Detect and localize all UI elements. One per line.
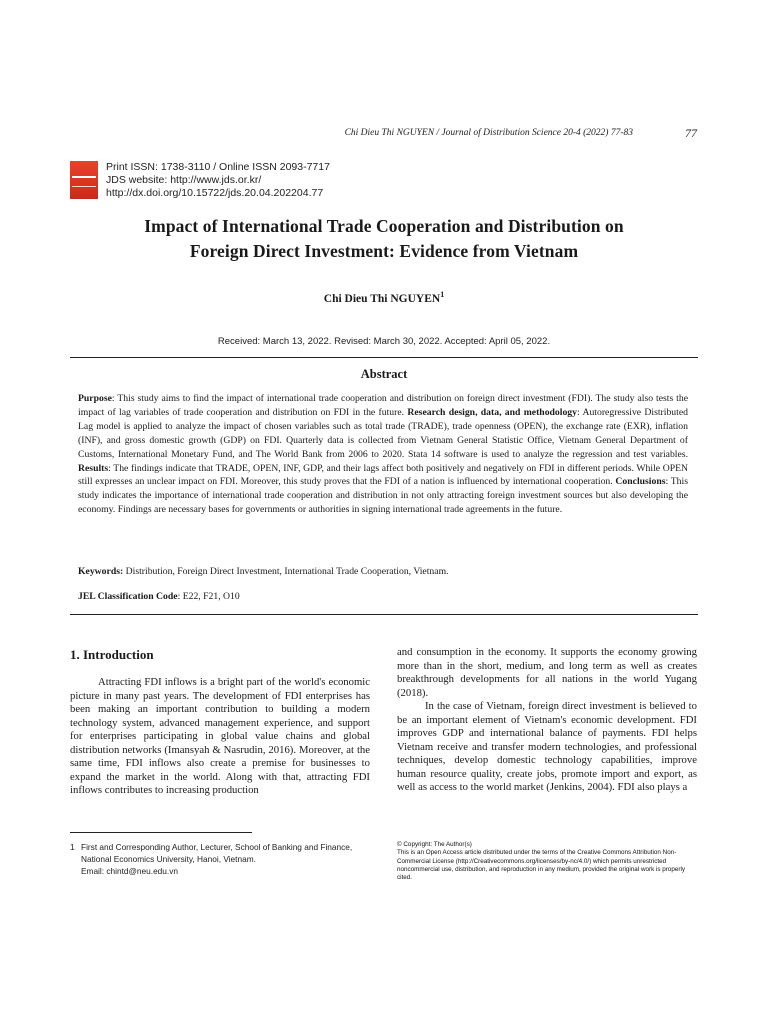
- body-column-left: [70, 676, 370, 798]
- body-column-right: [397, 646, 697, 795]
- website-line: [106, 174, 261, 186]
- issn-line: Print ISSN: 1738-3110 / Online ISSN 2093-7717: [106, 161, 330, 173]
- conclusions-label: Conclusions: [615, 476, 666, 488]
- footnote-affiliation: First and Corresponding Author, Lecturer, School of Banking and Finance, National Economics University, Hanoi, Vietnam.: [81, 842, 353, 864]
- title-line-1: Impact of International Trade Cooperation and Distribution on: [144, 216, 624, 236]
- author-name: [70, 290, 698, 305]
- author-name-text: Chi Dieu Thi NGUYEN: [323, 292, 441, 305]
- jel-classification: [78, 591, 688, 602]
- conclusions-text: : This study indicates the importance of international trade cooperation and distribution in not only attracting foreign investment sources but also developing the economy. Findings are necessary bases for governments or authorities in signing international trade agreements in the future.: [78, 476, 688, 516]
- title-line-2: Foreign Direct Investment: Evidence from Vietnam: [189, 241, 579, 261]
- running-head: Chi Dieu Thi NGUYEN / Journal of Distribution Science 20-4 (2022) 77-83: [344, 128, 633, 138]
- article-title: [70, 214, 698, 264]
- intro-paragraph-1: Attracting FDI inflows is a bright part of the world's economic picture in many past years. The development of FDI enterprises has been making an important contribution to building a modern technology system, advanced management experience, and support for enterprises participating in global value chains and global distribution networks (Imansyah & Nasrudin, 2016). Moreover, at the same time, FDI inflows also create a premise for businesses to expand the market in the world. Along with that, attracting FDI inflows contributes to increasing production: [70, 676, 370, 796]
- abstract-top-rule: [70, 357, 698, 358]
- abstract-body: [78, 392, 688, 517]
- copyright-license-text: This is an Open Access article distributed under the terms of the Creative Commons Attribution Non-Commercial License (http://Creativecommons.org/licenses/by-nc/4.0/) which permits unrestricted noncommercial use, distribution, and reproduction in any medium, provided the original work is properly cited.: [397, 849, 686, 882]
- jel-text: : E22, F21, O10: [177, 591, 240, 602]
- intro-paragraph-2: In the case of Vietnam, foreign direct investment is believed to be an important element of Vietnam's economic development. FDI improves GDP and international balance of payments. FDI helps Vietnam receive and transfer modern technologies, and professional techniques, develop domestic technology capabilities, improve human resource quality, create jobs, promote import and export, as well as access to the world market (Jenkins, 2004). FDI also plays a: [397, 700, 697, 793]
- author-footnote: [70, 841, 380, 877]
- article-dates: Received: March 13, 2022. Revised: March 30, 2022. Accepted: April 05, 2022.: [217, 336, 551, 347]
- keywords-text: Distribution, Foreign Direct Investment, International Trade Cooperation, Vietnam.: [123, 566, 449, 577]
- abstract-bottom-rule: [70, 614, 698, 615]
- jel-label: JEL Classification Code: [78, 591, 178, 602]
- website-link[interactable]: http://www.jds.or.kr/: [170, 174, 262, 186]
- journal-logo-icon: [70, 161, 98, 199]
- footnote-email[interactable]: Email: chintd@neu.edu.vn: [81, 866, 178, 876]
- purpose-text: : This study aims to find the impact of international trade cooperation and distribution on foreign direct investment (FDI). The study also tests the impact of lag variables of trade cooperation and distribution on FDI in the future.: [78, 393, 688, 418]
- methods-label: Research design, data, and methodology: [407, 406, 577, 418]
- results-label: Results: [78, 462, 109, 474]
- keywords-label: Keywords:: [78, 566, 124, 577]
- author-footnote-ref[interactable]: 1: [440, 290, 445, 299]
- footnote-rule: [70, 832, 252, 833]
- methods-text: : Autoregressive Distributed Lag model is applied to analyze the impact of chosen variables such as total trade (TRADE), trade openness (OPEN), the exchange rate (EXR), inflation (INF), and gross domestic growth (GDP) on FDI. Quarterly data is collected from Vietnam General Statistic Office, Vietnam General Department of Customs, International Monetary Fund, and The World Bank from 2006 to 2020. Stata 14 software is used to analyze the regression and test variables.: [78, 406, 688, 460]
- copyright-notice: [397, 841, 697, 882]
- copyright-title: © Copyright: The Author(s): [397, 841, 472, 848]
- doi-link[interactable]: http://dx.doi.org/10.15722/jds.20.04.202204.77: [106, 187, 324, 199]
- purpose-label: Purpose: [78, 393, 112, 404]
- website-label: JDS website:: [106, 174, 171, 186]
- intro-paragraph-1-cont: and consumption in the economy. It supports the economy growing more than in the short, medium, and long term as well as creates breakthrough developments for all nations in the world Yugang (2018).: [397, 646, 697, 699]
- page-number: 77: [685, 126, 697, 140]
- keywords: [78, 566, 688, 577]
- abstract-heading: Abstract: [360, 367, 408, 381]
- section-heading-introduction: 1. Introduction: [70, 647, 154, 662]
- footnote-number: 1: [70, 842, 75, 852]
- results-text: : The findings indicate that TRADE, OPEN, INF, GDP, and their lags affect both positively and negatively on FDI in different periods. While OPEN still expresses an unclear impact on FDI. Moreover, this study proves that the FDI of a nation is influenced by international cooperation.: [78, 462, 688, 488]
